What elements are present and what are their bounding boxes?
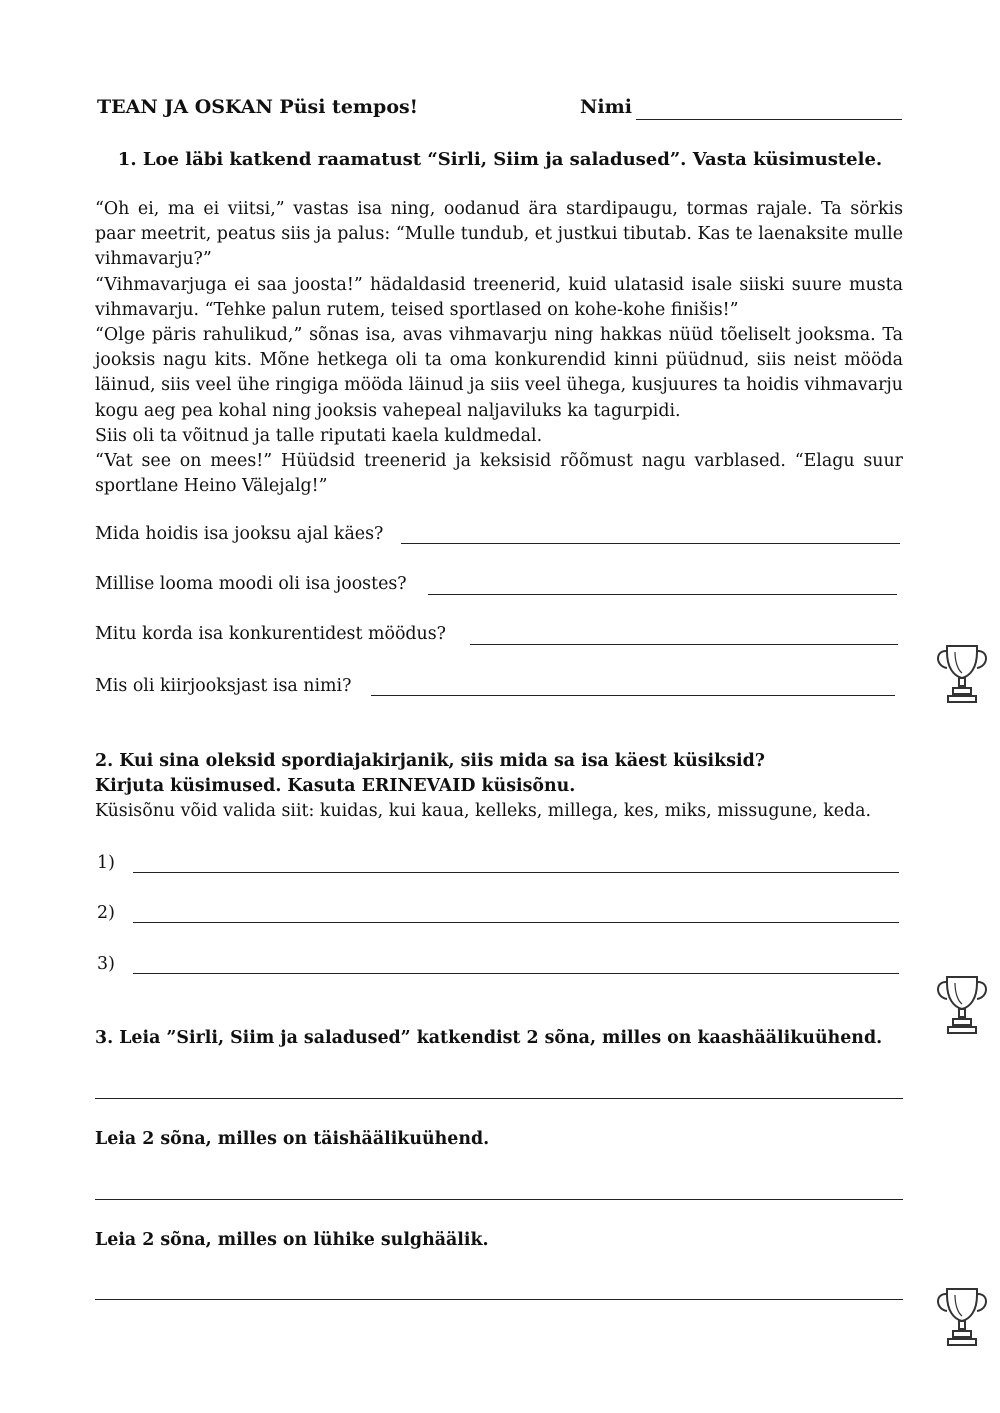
answer-line-3[interactable] [470,644,898,645]
passage-paragraph: “Vihmavarjuga ei saa joosta!” hädaldasid treenerid, kuid ulatasid isale siiski suure musta vihmavarju. “Tehke palun rutem, teised sportlased on kohe-kohe finišis!” [95,274,903,320]
task3-subtitle-2: Leia 2 sõna, milles on lühike sulghäälik. [95,1230,489,1250]
name-label: Nimi [580,96,632,118]
name-input-line[interactable] [636,119,902,120]
question-3: Mitu korda isa konkurentidest möödus? [95,624,446,644]
question-1: Mida hoidis isa jooksu ajal käes? [95,524,384,544]
worksheet-title: TEAN JA OSKAN Püsi tempos! [97,96,419,118]
trophy-icon [933,1285,991,1349]
passage-paragraph: “Vat see on mees!” Hüüdsid treenerid ja keksisid rõõmust nagu varblased. “Elagu suur sportlane Heino Välejalg!” [95,451,903,497]
journalist-question-line-2[interactable] [133,922,899,923]
trophy-icon [933,973,991,1037]
answer-line-4[interactable] [371,695,895,696]
reading-passage [95,197,903,499]
journalist-question-line-3[interactable] [133,973,899,974]
task2-title: 2. Kui sina oleksid spordiajakirjanik, siis mida sa isa käest küsiksid? [95,751,765,771]
task3-title: 3. Leia ”Sirli, Siim ja saladused” katkendist 2 sõna, milles on kaashäälikuühend. [95,1028,883,1048]
task1-title: 1. Loe läbi katkend raamatust “Sirli, Siim ja saladused”. Vasta küsimustele. [117,149,883,170]
passage-paragraph: “Olge päris rahulikud,” sõnas isa, avas vihmavarju ning hakkas nüüd tõeliselt jooksma. Ta jooksis nagu kits. Mõne hetkega oli ta oma konkurendid kinni püüdnud, siis neist mööda läinud, siis veel ühe ringiga mööda läinud ja siis veel ühega, kusjuures ta hoidis vihmavarju kogu aeg pea kohal ning jooksis vahepeal naljaviluks ka tagurpidi. [95,325,903,421]
task2-hint: Küsisõnu võid valida siit: kuidas, kui kaua, kelleks, millega, kes, miks, missugune, keda. [95,801,872,821]
task3-answer-line-1[interactable] [95,1098,903,1099]
question-number-3: 3) [97,954,115,974]
passage-paragraph: Siis oli ta võitnud ja talle riputati kaela kuldmedal. [95,425,543,446]
task3-answer-line-3[interactable] [95,1299,903,1300]
journalist-question-line-1[interactable] [133,872,899,873]
question-2: Millise looma moodi oli isa joostes? [95,574,407,594]
question-number-2: 2) [97,903,115,923]
answer-line-1[interactable] [401,543,900,544]
task3-answer-line-2[interactable] [95,1199,903,1200]
question-number-1: 1) [97,853,115,873]
passage-paragraph: “Oh ei, ma ei viitsi,” vastas isa ning, oodanud ära stardipaugu, tormas rajale. Ta sörkis paar meetrit, peatus siis ja palus: “Mulle tundub, et justkui tibutab. Kas te laenaksite mulle vihmavarju?” [95,199,903,270]
trophy-icon [933,642,991,706]
task2-instruction: Kirjuta küsimused. Kasuta ERINEVAID küsisõnu. [95,776,576,796]
task3-subtitle-1: Leia 2 sõna, milles on täishäälikuühend. [95,1129,490,1149]
question-4: Mis oli kiirjooksjast isa nimi? [95,676,352,696]
answer-line-2[interactable] [428,594,897,595]
